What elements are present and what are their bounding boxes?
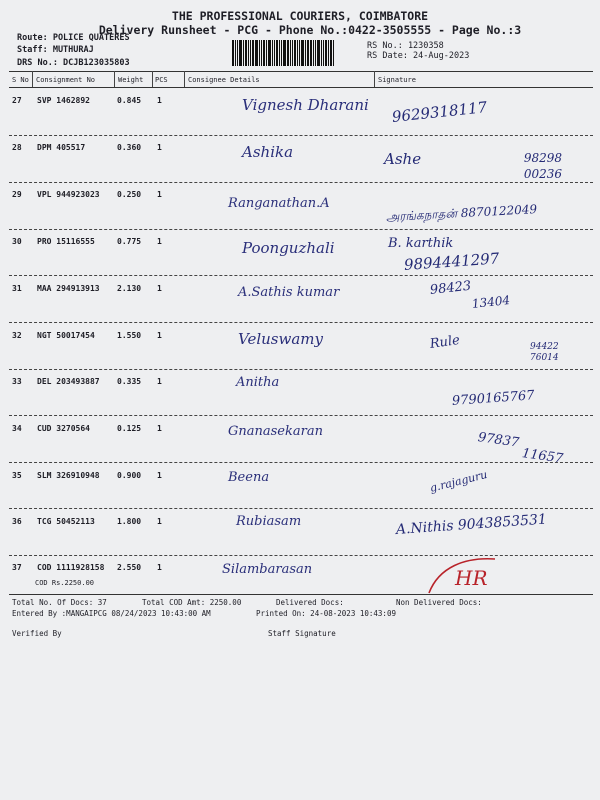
company-title: THE PROFESSIONAL COURIERS, COIMBATORE bbox=[171, 9, 429, 23]
barcode-bar bbox=[248, 40, 249, 66]
row-pcs: 1 bbox=[157, 563, 162, 572]
table-top-rule bbox=[9, 71, 593, 72]
row-pcs: 1 bbox=[157, 96, 162, 105]
row-signature-phone: 94422 76014 bbox=[530, 342, 559, 363]
col-divider bbox=[184, 71, 185, 87]
row-consignee-handwritten: Vignesh Dharani bbox=[242, 96, 369, 114]
row-divider bbox=[9, 508, 593, 509]
barcode-bar bbox=[232, 40, 234, 66]
barcode-bar bbox=[328, 40, 329, 66]
row-signature: g.rajaguru bbox=[428, 467, 489, 495]
barcode-bar bbox=[281, 40, 282, 66]
table-bottom-rule bbox=[9, 594, 593, 595]
barcode-bar bbox=[333, 40, 334, 66]
row-weight: 1.550 bbox=[117, 331, 142, 340]
barcode-bar bbox=[317, 40, 320, 66]
row-pcs: 1 bbox=[157, 143, 162, 152]
row-signature: 97837 bbox=[476, 430, 521, 451]
col-header-pcs: PCS bbox=[155, 76, 168, 84]
row-pcs: 1 bbox=[157, 331, 162, 340]
barcode-bar bbox=[299, 40, 300, 66]
row-weight: 2.130 bbox=[117, 284, 142, 293]
col-divider bbox=[374, 71, 375, 87]
row-divider bbox=[9, 415, 593, 416]
total-cod: Total COD Amt: 2250.00 bbox=[142, 598, 242, 607]
row-weight: 2.550 bbox=[117, 563, 142, 572]
row-signature: 98423 bbox=[429, 278, 472, 298]
barcode-bar bbox=[272, 40, 273, 66]
row-consignment: SLM 326910948 bbox=[37, 471, 100, 480]
barcode-bar bbox=[305, 40, 306, 66]
row-consignee-handwritten: Ranganathan.A bbox=[228, 196, 330, 211]
barcode-bar bbox=[330, 40, 332, 66]
row-consignee-handwritten: Rubiasam bbox=[236, 514, 302, 529]
barcode-bar bbox=[274, 40, 275, 66]
barcode-bar bbox=[259, 40, 260, 66]
row-pcs: 1 bbox=[157, 190, 162, 199]
verified-by: Verified By bbox=[12, 629, 62, 638]
row-sno: 31 bbox=[12, 284, 22, 293]
barcode-bar bbox=[301, 40, 304, 66]
barcode-bar bbox=[323, 40, 324, 66]
barcode-bar bbox=[235, 40, 236, 66]
row-divider bbox=[9, 322, 593, 323]
barcode-bar bbox=[250, 40, 251, 66]
row-sno: 35 bbox=[12, 471, 22, 480]
barcode-bar bbox=[287, 40, 289, 66]
row-divider bbox=[9, 135, 593, 136]
row-consignment: DPM 405517 bbox=[37, 143, 86, 152]
staff-label: Staff: MUTHURAJ bbox=[17, 45, 94, 55]
row-sno: 34 bbox=[12, 424, 22, 433]
barcode-bar bbox=[279, 40, 280, 66]
barcode-bar bbox=[283, 40, 286, 66]
row-consignee-handwritten: Anitha bbox=[236, 375, 280, 390]
row-divider bbox=[9, 182, 593, 183]
barcode-bar bbox=[237, 40, 238, 66]
barcode-bar bbox=[292, 40, 293, 66]
row-pcs: 1 bbox=[157, 284, 162, 293]
row-divider bbox=[9, 369, 593, 370]
col-divider bbox=[32, 71, 33, 87]
row-sno: 32 bbox=[12, 331, 22, 340]
staff-signature: Staff Signature bbox=[268, 629, 336, 638]
row-signature-phone: 98298 00236 bbox=[523, 151, 562, 181]
barcode-bar bbox=[315, 40, 316, 66]
barcode-bar bbox=[263, 40, 265, 66]
delivered-docs: Delivered Docs: bbox=[276, 598, 344, 607]
delivery-stamp-mark bbox=[425, 553, 497, 597]
row-consignee-handwritten: Veluswamy bbox=[238, 330, 323, 348]
barcode-bar bbox=[313, 40, 314, 66]
row-pcs: 1 bbox=[157, 424, 162, 433]
rs-date: RS Date: 24-Aug-2023 bbox=[367, 51, 470, 61]
barcode-bar bbox=[268, 40, 271, 66]
barcode-bar bbox=[245, 40, 247, 66]
row-signature: 9790165767 bbox=[451, 388, 536, 409]
non-delivered-docs: Non Delivered Docs: bbox=[396, 598, 482, 607]
row-weight: 0.775 bbox=[117, 237, 142, 246]
row-signature-phone: 9894441297 bbox=[403, 249, 500, 274]
row-consignment: MAA 294913913 bbox=[37, 284, 100, 293]
row-divider bbox=[9, 229, 593, 230]
row-pcs: 1 bbox=[157, 377, 162, 386]
col-header-consignment: Consignment No bbox=[36, 76, 96, 84]
row-consignee-handwritten: Silambarasan bbox=[222, 562, 313, 577]
barcode-bar bbox=[325, 40, 327, 66]
barcode-bar bbox=[266, 40, 267, 66]
row-sno: 28 bbox=[12, 143, 22, 152]
row-sno: 37 bbox=[12, 563, 22, 572]
barcode-bar bbox=[310, 40, 312, 66]
barcode-bar bbox=[252, 40, 254, 66]
row-sno: 33 bbox=[12, 377, 22, 386]
barcode-bar bbox=[276, 40, 278, 66]
entered-by: Entered By :MANGAIPCG 08/24/2023 10:43:00 AM bbox=[12, 609, 211, 618]
row-signature: A.Nithis 9043853531 bbox=[395, 511, 548, 538]
rs-number: RS No.: 1230358 bbox=[367, 41, 444, 51]
barcode bbox=[232, 40, 356, 66]
row-weight: 0.845 bbox=[117, 96, 142, 105]
row-weight: 0.360 bbox=[117, 143, 142, 152]
col-divider bbox=[152, 71, 153, 87]
row-signature-phone: 11657 bbox=[520, 446, 565, 467]
row-pcs: 1 bbox=[157, 237, 162, 246]
row-signature-phone: 13404 bbox=[471, 293, 511, 311]
row-sno: 27 bbox=[12, 96, 22, 105]
row-consignment: PRO 15116555 bbox=[37, 237, 95, 246]
row-weight: 0.125 bbox=[117, 424, 142, 433]
row-consignee-handwritten: Beena bbox=[228, 470, 270, 485]
barcode-bar bbox=[239, 40, 242, 66]
row-sno: 30 bbox=[12, 237, 22, 246]
row-consignment: COD 1111928158 bbox=[37, 563, 105, 572]
row-weight: 0.335 bbox=[117, 377, 142, 386]
row-signature: 9629318117 bbox=[391, 98, 488, 126]
row-consignee-handwritten: Gnanasekaran bbox=[228, 424, 323, 439]
row-signature: அரங்கநாதன் 8870122049 bbox=[385, 202, 538, 224]
row-divider bbox=[9, 555, 593, 556]
printed-on: Printed On: 24-08-2023 10:43:09 bbox=[256, 609, 396, 618]
barcode-bar bbox=[255, 40, 258, 66]
row-weight: 0.250 bbox=[117, 190, 142, 199]
barcode-bar bbox=[321, 40, 322, 66]
stamp-text: HR bbox=[455, 566, 488, 590]
row-consignee-handwritten: A.Sathis kumar bbox=[238, 285, 340, 300]
row-weight: 1.800 bbox=[117, 517, 142, 526]
row-weight: 0.900 bbox=[117, 471, 142, 480]
col-header-signature: Signature bbox=[378, 76, 416, 84]
row-consignment: TCG 50452113 bbox=[37, 517, 95, 526]
col-header-sno: S No bbox=[12, 76, 29, 84]
row-divider bbox=[9, 275, 593, 276]
row-consignment: DEL 203493887 bbox=[37, 377, 100, 386]
row-signature: Rule bbox=[428, 332, 461, 352]
runsheet-title: Delivery Runsheet - PCG - Phone No.:0422-3505555 - Page No.:3 bbox=[98, 23, 522, 37]
row-divider bbox=[9, 462, 593, 463]
col-divider bbox=[114, 71, 115, 87]
total-docs: Total No. Of Docs: 37 bbox=[12, 598, 107, 607]
route-label: Route: POLICE QUATERES bbox=[17, 33, 130, 43]
row-consignment: VPL 944923023 bbox=[37, 190, 100, 199]
barcode-bar bbox=[290, 40, 291, 66]
row-consignee-handwritten: Poonguzhali bbox=[242, 239, 335, 257]
row-sno: 36 bbox=[12, 517, 22, 526]
barcode-bar bbox=[307, 40, 309, 66]
row-consignment: SVP 1462892 bbox=[37, 96, 90, 105]
row-signature: B. karthik bbox=[388, 236, 454, 251]
drs-number: DRS No.: DCJB123035803 bbox=[17, 58, 130, 68]
row-consignment: CUD 3270564 bbox=[37, 424, 90, 433]
barcode-bar bbox=[297, 40, 298, 66]
row-consignment: NGT 50017454 bbox=[37, 331, 95, 340]
row-signature: Ashe bbox=[384, 150, 422, 168]
row-pcs: 1 bbox=[157, 471, 162, 480]
barcode-bar bbox=[243, 40, 244, 66]
table-header-rule bbox=[9, 87, 593, 88]
barcode-bar bbox=[294, 40, 296, 66]
row-pcs: 1 bbox=[157, 517, 162, 526]
col-header-weight: Weight bbox=[118, 76, 144, 84]
cod-amount-note: COD Rs.2250.00 bbox=[35, 579, 95, 587]
col-header-consignee: Consignee Details bbox=[188, 76, 260, 84]
row-consignee-handwritten: Ashika bbox=[242, 143, 294, 161]
barcode-bar bbox=[261, 40, 262, 66]
row-sno: 29 bbox=[12, 190, 22, 199]
